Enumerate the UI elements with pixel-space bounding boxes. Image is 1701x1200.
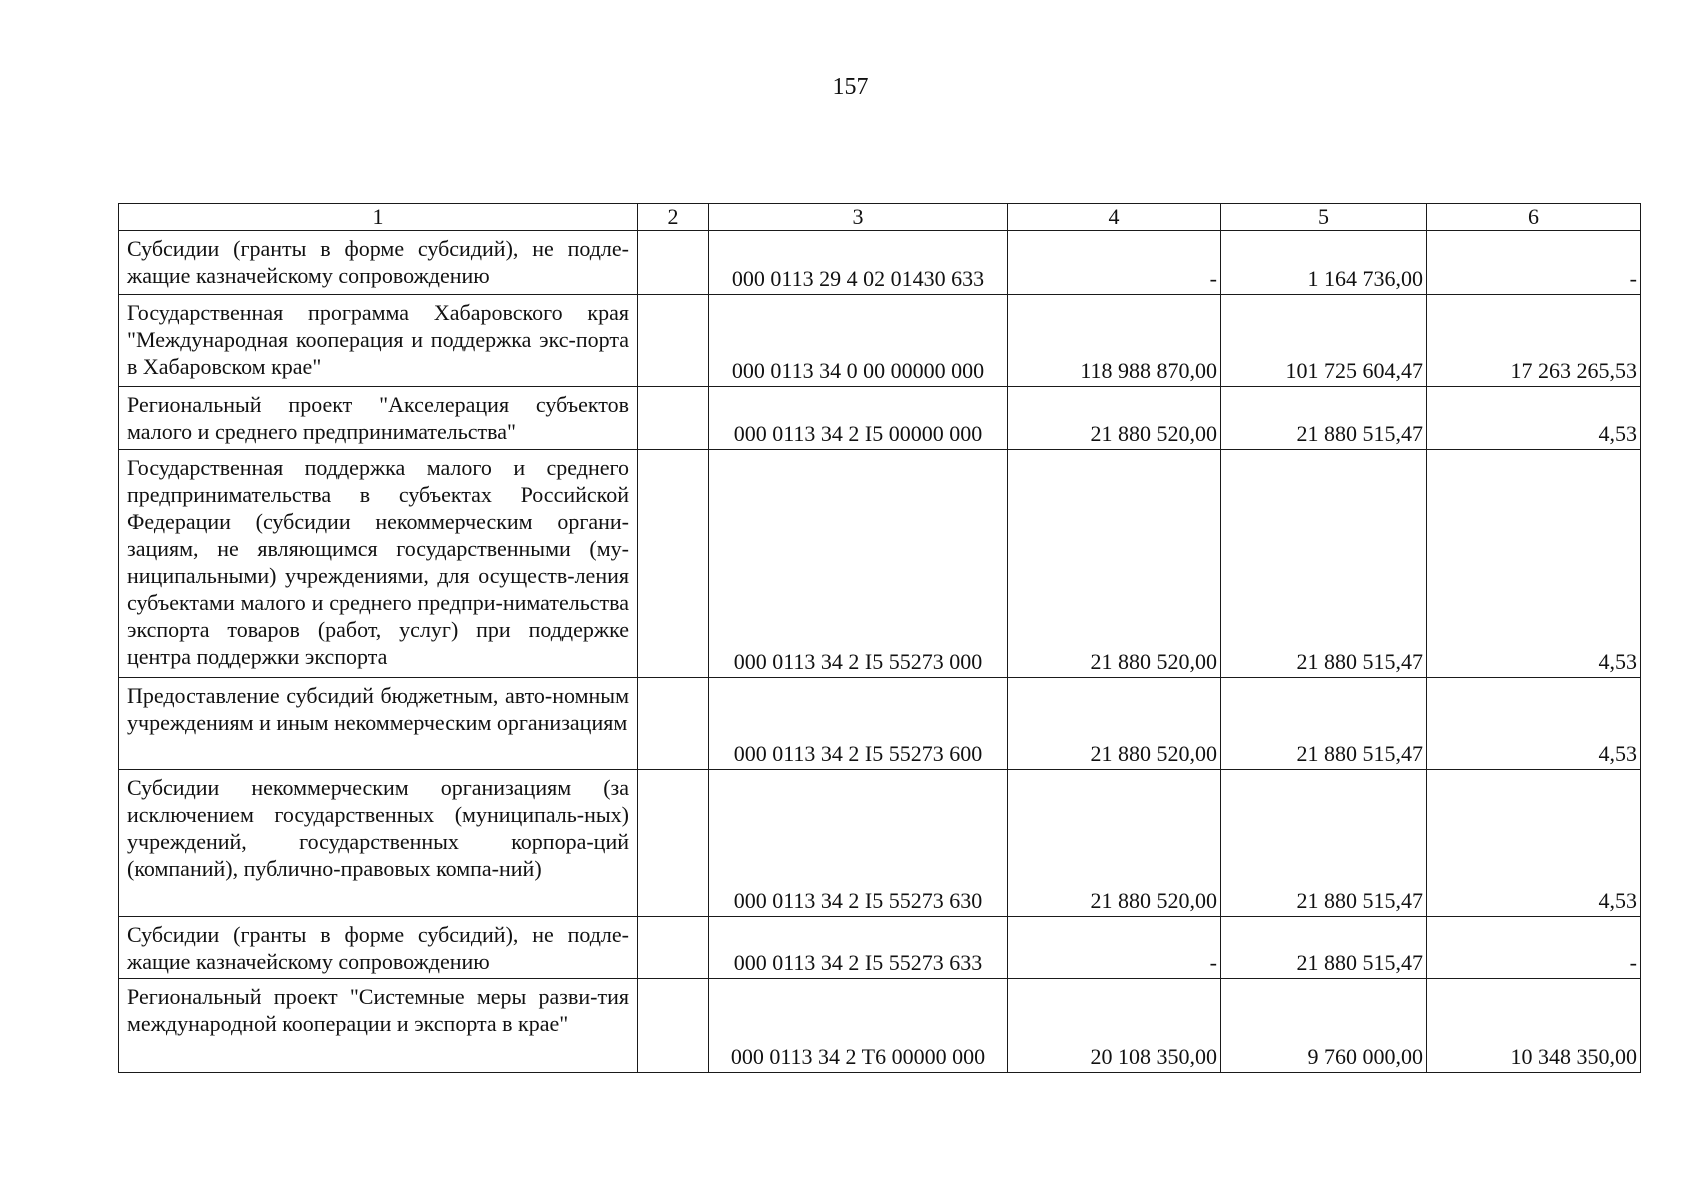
header-cell: 5 (1221, 204, 1427, 231)
row-name-cell: Субсидии (гранты в форме субсидий), не подле-жащие казначейскому сопровождению (119, 917, 638, 979)
row-col5-cell: 21 880 515,47 (1221, 917, 1427, 979)
row-col5-cell: 21 880 515,47 (1221, 678, 1427, 770)
row-col6-cell: 4,53 (1427, 678, 1641, 770)
row-name-cell: Субсидии (гранты в форме субсидий), не подле-жащие казначейскому сопровождению (119, 231, 638, 295)
table-row (119, 917, 1641, 979)
table-row (119, 387, 1641, 450)
row-col6-cell: - (1427, 917, 1641, 979)
row-col6-cell: 4,53 (1427, 387, 1641, 450)
row-name-cell: Субсидии некоммерческим организациям (за исключением государственных (муниципаль-ных) учреждений, государственных корпора-ций (компаний), публично-правовых компа-ний) (119, 770, 638, 917)
table-row (119, 231, 1641, 295)
row-col5-cell: 21 880 515,47 (1221, 387, 1427, 450)
row-col4-cell: 20 108 350,00 (1008, 979, 1221, 1073)
row-col5-cell: 21 880 515,47 (1221, 770, 1427, 917)
row-col4-cell: - (1008, 917, 1221, 979)
row-col4-cell: 118 988 870,00 (1008, 295, 1221, 387)
row-code-cell: 000 0113 34 0 00 00000 000 (709, 295, 1008, 387)
row-code-cell: 000 0113 29 4 02 01430 633 (709, 231, 1008, 295)
table-header-row (119, 204, 1641, 231)
row-col4-cell: - (1008, 231, 1221, 295)
row-col4-cell: 21 880 520,00 (1008, 678, 1221, 770)
row-col4-cell: 21 880 520,00 (1008, 770, 1221, 917)
row-col2-cell (638, 295, 709, 387)
row-col5-cell: 101 725 604,47 (1221, 295, 1427, 387)
row-col2-cell (638, 979, 709, 1073)
row-col5-cell: 9 760 000,00 (1221, 979, 1427, 1073)
table-row (119, 295, 1641, 387)
row-name-cell: Государственная поддержка малого и среднего предпринимательства в субъектах Российской Федерации (субсидии некоммерческим органи-зациям, не являющимся государственными (му-ниципальными) учреждениями, для осуществ-ления субъектами малого и среднего предпри-нимательства экспорта товаров (работ, услуг) при поддержке центра поддержки экспорта (119, 450, 638, 678)
table-row (119, 770, 1641, 917)
row-col2-cell (638, 450, 709, 678)
row-code-cell: 000 0113 34 2 I5 55273 600 (709, 678, 1008, 770)
row-name-cell: Предоставление субсидий бюджетным, авто-номным учреждениям и иным некоммерческим организациям (119, 678, 638, 770)
row-col6-cell: 10 348 350,00 (1427, 979, 1641, 1073)
budget-table (118, 203, 1641, 1073)
row-code-cell: 000 0113 34 2 I5 55273 000 (709, 450, 1008, 678)
row-col2-cell (638, 917, 709, 979)
row-name-cell: Государственная программа Хабаровского края "Международная кооперация и поддержка экс-порта в Хабаровском крае" (119, 295, 638, 387)
row-col6-cell: 4,53 (1427, 770, 1641, 917)
row-name-cell: Региональный проект "Системные меры разви-тия международной кооперации и экспорта в крае" (119, 979, 638, 1073)
row-col5-cell: 1 164 736,00 (1221, 231, 1427, 295)
header-cell: 3 (709, 204, 1008, 231)
table-row (119, 678, 1641, 770)
row-col2-cell (638, 678, 709, 770)
row-code-cell: 000 0113 34 2 T6 00000 000 (709, 979, 1008, 1073)
row-col5-cell: 21 880 515,47 (1221, 450, 1427, 678)
row-code-cell: 000 0113 34 2 I5 55273 633 (709, 917, 1008, 979)
row-col2-cell (638, 770, 709, 917)
page-number: 157 (832, 74, 869, 100)
table-row (119, 979, 1641, 1073)
row-col6-cell: - (1427, 231, 1641, 295)
row-col2-cell (638, 231, 709, 295)
row-col6-cell: 4,53 (1427, 450, 1641, 678)
row-code-cell: 000 0113 34 2 I5 00000 000 (709, 387, 1008, 450)
header-cell: 6 (1427, 204, 1641, 231)
row-col6-cell: 17 263 265,53 (1427, 295, 1641, 387)
row-col4-cell: 21 880 520,00 (1008, 387, 1221, 450)
header-cell: 1 (119, 204, 638, 231)
header-cell: 4 (1008, 204, 1221, 231)
row-code-cell: 000 0113 34 2 I5 55273 630 (709, 770, 1008, 917)
header-cell: 2 (638, 204, 709, 231)
row-name-cell: Региональный проект "Акселерация субъектов малого и среднего предпринимательства" (119, 387, 638, 450)
row-col4-cell: 21 880 520,00 (1008, 450, 1221, 678)
table-row (119, 450, 1641, 678)
row-col2-cell (638, 387, 709, 450)
